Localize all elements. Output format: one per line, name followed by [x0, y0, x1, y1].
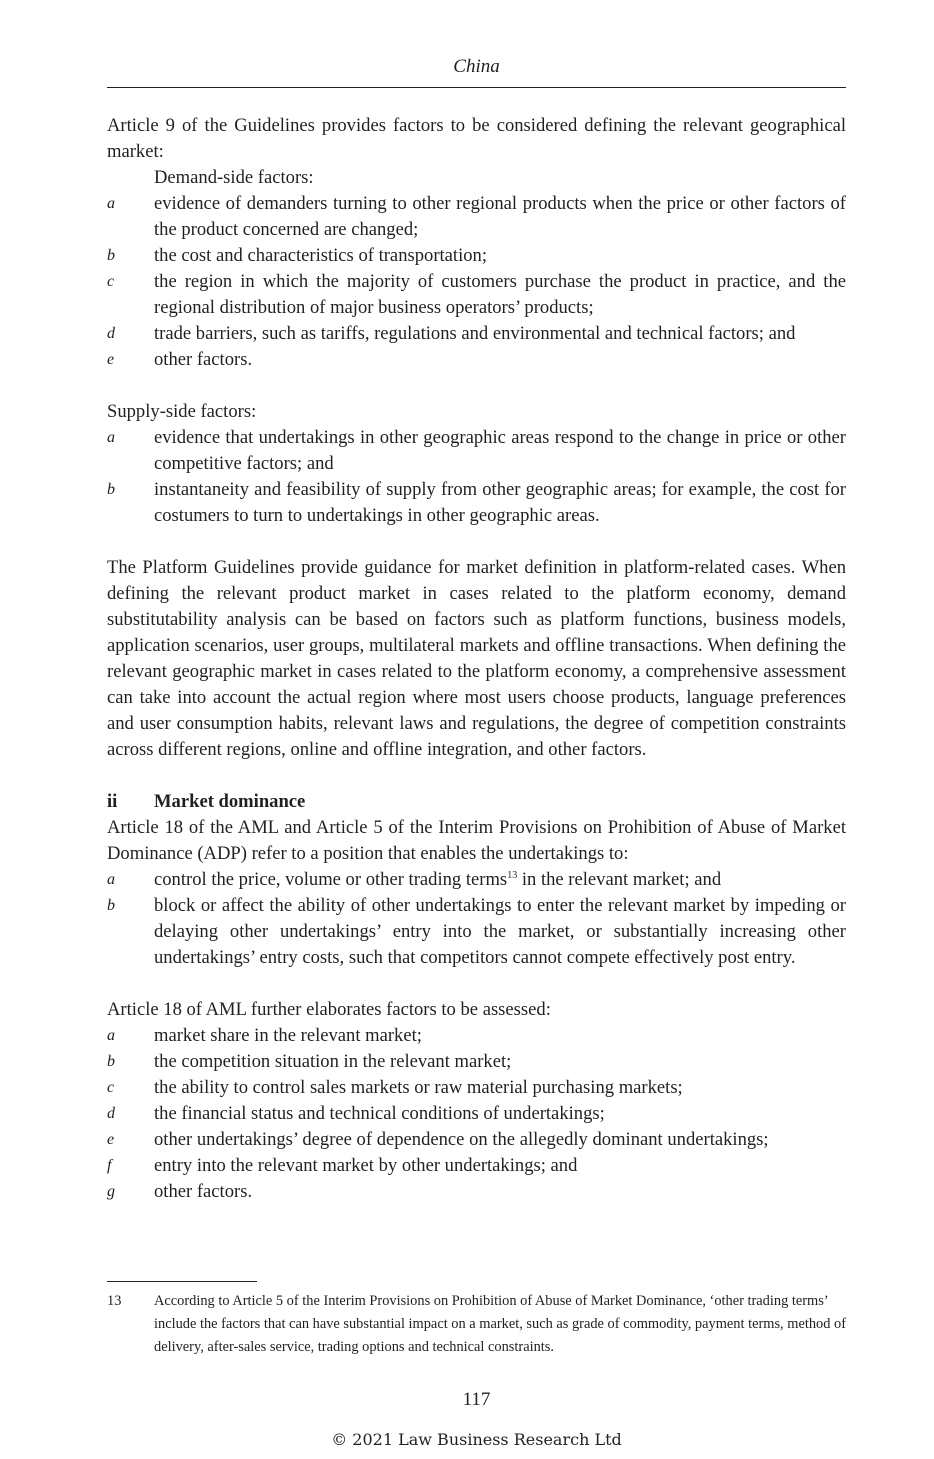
list-item	[107, 269, 846, 321]
list-item	[107, 321, 846, 347]
list-item	[107, 1127, 846, 1153]
list-item	[107, 347, 846, 373]
list-marker: g	[107, 1183, 115, 1200]
list-marker: d	[107, 325, 115, 342]
list-item	[107, 1179, 846, 1205]
list-marker: a	[107, 429, 115, 446]
assessment-factors-list	[107, 1023, 846, 1205]
list-item	[107, 1049, 846, 1075]
list-item	[107, 1101, 846, 1127]
footnote	[107, 1290, 846, 1359]
list-item-text: evidence of demanders turning to other regional products when the price or other factors of the product concerned are changed;	[154, 193, 846, 240]
list-item-text: evidence that undertakings in other geographic areas respond to the change in price or other competitive factors; and	[154, 427, 846, 474]
list-item-text: the competition situation in the relevant market;	[154, 1051, 512, 1072]
list-item-text: block or affect the ability of other undertakings to enter the relevant market by impeding or delaying other undertakings’ entry into the market, or substantially increasing other undertakings’ entry costs, such that competitors cannot compete effectively post entry.	[154, 895, 846, 968]
main-content	[107, 113, 846, 1205]
header-rule	[107, 87, 846, 88]
section-heading	[107, 789, 846, 815]
list-item-text: the ability to control sales markets or raw material purchasing markets;	[154, 1077, 683, 1098]
list-marker: b	[107, 897, 115, 914]
geographic-market-intro: Article 9 of the Guidelines provides factors to be considered defining the relevant geographical market:	[107, 115, 846, 162]
list-item	[107, 893, 846, 971]
list-item-text: other undertakings’ degree of dependence on the allegedly dominant undertakings;	[154, 1129, 769, 1150]
list-item-text: the financial status and technical conditions of undertakings;	[154, 1103, 605, 1124]
list-marker: c	[107, 1079, 115, 1096]
running-header: China	[453, 56, 500, 77]
list-item	[107, 867, 846, 893]
list-item-text: instantaneity and feasibility of supply from other geographic areas; for example, the cost for costumers to turn to undertakings in other geographic areas.	[154, 479, 846, 526]
footnote-rule	[107, 1281, 257, 1282]
list-item	[107, 243, 846, 269]
list-marker: a	[107, 871, 115, 888]
market-dominance-intro: Article 18 of the AML and Article 5 of the Interim Provisions on Prohibition of Abuse of Market Dominance (ADP) refer to a position that enables the undertakings to:	[107, 817, 846, 864]
list-marker: c	[107, 273, 115, 290]
platform-guidelines-paragraph: The Platform Guidelines provide guidance for market definition in platform-related cases. When defining the relevant product market in cases related to the platform economy, demand substitutability analysis can be based on factors such as platform functions, business models, application scenarios, user groups, multilateral markets and offline transactions. When defining the relevant geographic market in cases related to the platform economy, a comprehensive assessment can take into account the actual region where most users choose products, language preferences and user consumption habits, relevant laws and regulations, the degree of competition constraints across different regions, online and offline integration, and other factors.	[107, 557, 846, 760]
footnote-number: 13	[107, 1293, 122, 1309]
demand-side-label: Demand-side factors:	[154, 167, 314, 188]
list-marker: b	[107, 247, 115, 264]
list-marker: e	[107, 351, 115, 368]
list-item	[107, 191, 846, 243]
list-item-text: other factors.	[154, 349, 253, 370]
footnote-text: According to Article 5 of the Interim Provisions on Prohibition of Abuse of Market Dominance, ‘other trading terms’ include the factors that can have substantial impact on a market, such as grade of commodity, payment terms, method of delivery, after-sales service, trading options and technical constraints.	[154, 1293, 847, 1355]
supply-side-list	[107, 425, 846, 529]
list-item-text: the region in which the majority of customers purchase the product in practice, and the regional distribution of major business operators’ products;	[154, 271, 846, 318]
list-item	[107, 1023, 846, 1049]
paragraph-spacer	[107, 971, 846, 997]
list-marker: f	[107, 1157, 112, 1174]
list-item	[107, 1075, 846, 1101]
paragraph-spacer	[107, 529, 846, 555]
list-item-text: entry into the relevant market by other undertakings; and	[154, 1155, 578, 1176]
list-item-text: other factors.	[154, 1181, 253, 1202]
footnote-reference[interactable]: 13	[507, 869, 518, 881]
page-number: 117	[462, 1389, 491, 1410]
dominance-position-list	[107, 867, 846, 971]
list-item-text: market share in the relevant market;	[154, 1025, 422, 1046]
assessment-factors-intro: Article 18 of AML further elaborates factors to be assessed:	[107, 999, 551, 1020]
list-item-text-end: in the relevant market; and	[517, 869, 722, 890]
list-item	[107, 425, 846, 477]
list-item-text: the cost and characteristics of transportation;	[154, 245, 488, 266]
list-marker: e	[107, 1131, 115, 1148]
list-item-text: trade barriers, such as tariffs, regulations and environmental and technical factors; and	[154, 323, 796, 344]
paragraph-spacer	[107, 373, 846, 399]
section-number: ii	[107, 791, 118, 812]
paragraph-spacer	[107, 763, 846, 789]
list-marker: b	[107, 481, 115, 498]
list-marker: b	[107, 1053, 115, 1070]
list-item	[107, 1153, 846, 1179]
copyright-notice: © 2021 Law Business Research Ltd	[331, 1430, 622, 1449]
demand-side-list	[107, 191, 846, 373]
list-marker: d	[107, 1105, 115, 1122]
list-marker: a	[107, 195, 115, 212]
supply-side-label: Supply-side factors:	[107, 401, 257, 422]
section-title: Market dominance	[154, 791, 306, 812]
list-item-text	[154, 867, 846, 893]
list-marker: a	[107, 1027, 115, 1044]
list-item	[107, 477, 846, 529]
list-item-text-start: control the price, volume or other trading terms	[154, 869, 508, 890]
